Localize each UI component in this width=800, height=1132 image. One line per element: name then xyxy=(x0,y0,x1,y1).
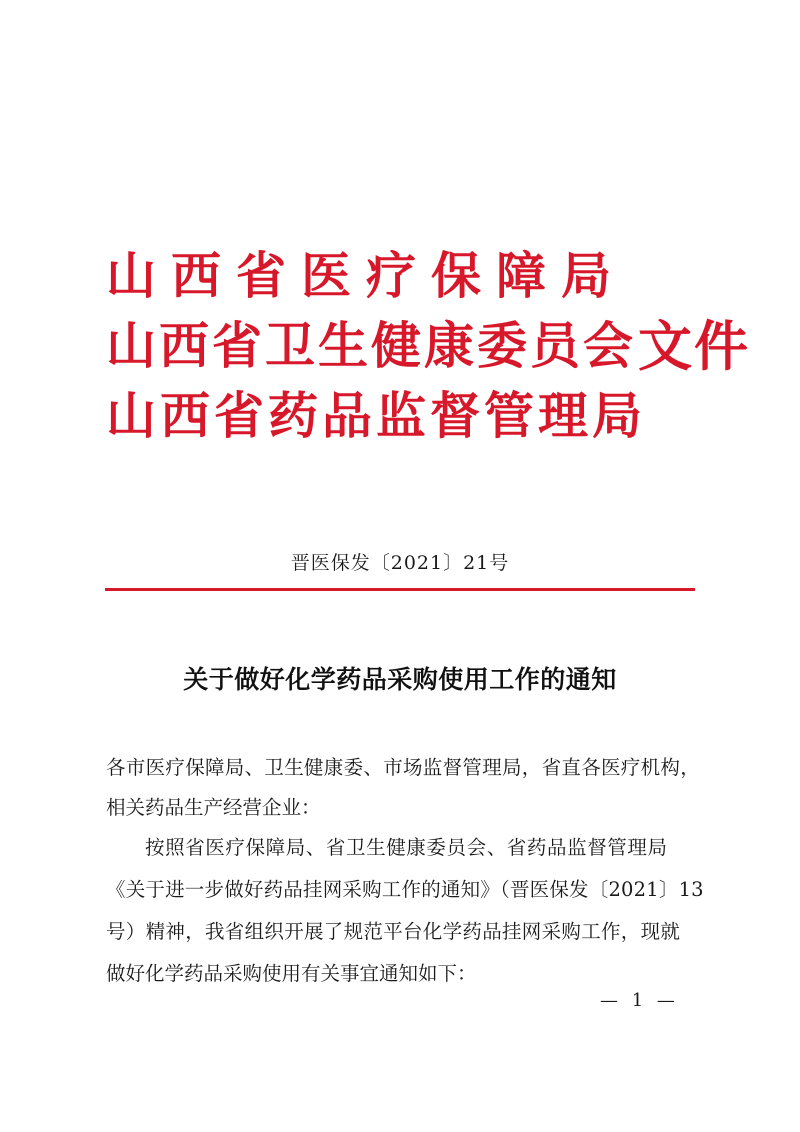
issuer-drug-administration: 山西省药品监督管理局 xyxy=(106,386,646,445)
document-number: 晋医保发〔2021〕21号 xyxy=(290,552,510,574)
body-line: 做好化学药品采购使用有关事宜通知如下： xyxy=(106,962,477,985)
page-number: — 1 — xyxy=(600,990,679,1011)
body-line: 各市医疗保障局、卫生健康委、市场监督管理局，省直各医疗机构， xyxy=(106,756,701,779)
body-line: 按照省医疗保障局、省卫生健康委员会、省药品监督管理局 xyxy=(145,836,668,859)
issuer-medical-security-bureau: 山西省医疗保障局 xyxy=(106,246,626,305)
body-line: 相关药品生产经营企业： xyxy=(106,796,321,819)
body-line: 《关于进一步做好药品挂网采购工作的通知》（晋医保发〔2021〕13 xyxy=(106,878,704,901)
notice-title: 关于做好化学药品采购使用工作的通知 xyxy=(183,665,617,694)
red-divider-line xyxy=(105,588,695,591)
issuer-row xyxy=(106,244,626,308)
body-line: 号）精神，我省组织开展了规范平台化学药品挂网采购工作，现就 xyxy=(106,920,681,943)
document-word: 文件 xyxy=(638,314,750,378)
issuer-row xyxy=(106,384,646,448)
issuer-row xyxy=(106,314,750,378)
issuer-health-commission: 山西省卫生健康委员会 xyxy=(106,316,636,375)
